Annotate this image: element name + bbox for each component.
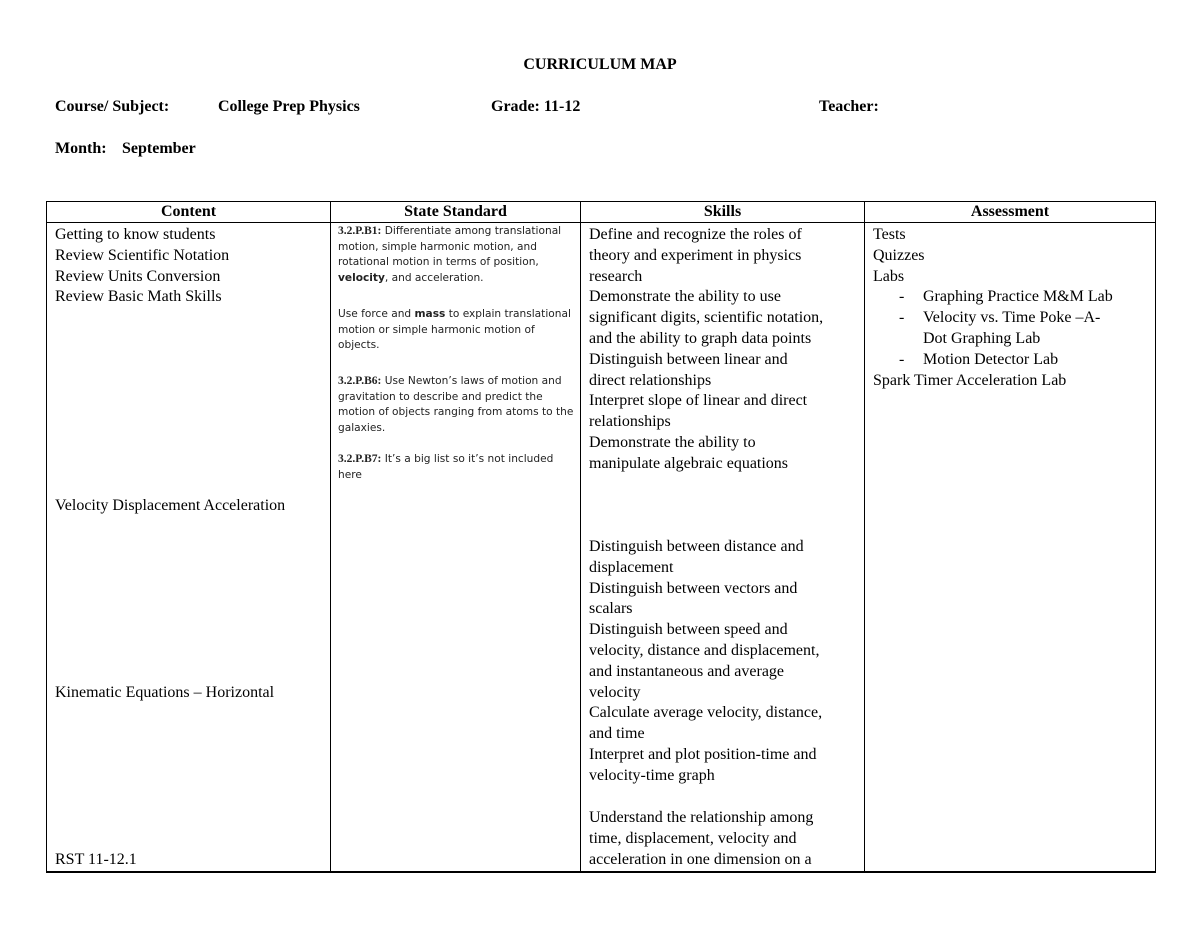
- skill-line: Demonstrate the ability to: [589, 433, 756, 451]
- labs-list: [873, 287, 1151, 370]
- skill-line: theory and experiment in physics: [589, 246, 802, 264]
- teacher-label: Teacher:: [819, 98, 879, 115]
- assessment-cell: [865, 223, 1156, 873]
- skill-line: and the ability to graph data points: [589, 329, 812, 347]
- skill-line: direct relationships: [589, 371, 712, 389]
- skill-line: manipulate algebraic equations: [589, 454, 789, 472]
- skill-line: and instantaneous and average: [589, 662, 785, 680]
- assessment-list: [873, 225, 1151, 391]
- list-dash: -: [899, 288, 905, 306]
- content-item: Velocity Displacement Acceleration: [55, 497, 286, 514]
- table-header-row: [47, 202, 1156, 223]
- month-label: Month:: [55, 140, 107, 157]
- skills-block-1: [589, 225, 860, 475]
- skill-line: acceleration in one dimension on a: [589, 850, 812, 868]
- skill-line: Calculate average velocity, distance,: [589, 704, 823, 722]
- standard-text: Use Newton’s laws of motion and gravitation to describe and predict the motion of objects ranging from atoms to the galaxies.: [338, 375, 574, 434]
- lab-name: Motion Detector Lab: [923, 350, 1059, 368]
- assessment-item: Labs: [873, 267, 905, 285]
- skill-line: Interpret slope of linear and direct: [589, 392, 808, 410]
- standard-b1: [338, 224, 578, 286]
- header-content: Content: [47, 202, 331, 223]
- standard-code: 3.2.P.B1:: [338, 225, 382, 237]
- standard-text: Differentiate among translational motion, simple harmonic motion, and rotational motion in terms of position,: [338, 225, 562, 269]
- content-item: RST 11-12.1: [55, 851, 137, 868]
- skill-line: relationships: [589, 413, 671, 431]
- grade-label: Grade: 11-12: [491, 98, 581, 115]
- standard-cell: [331, 223, 581, 873]
- lab-item: [873, 350, 1151, 371]
- standard-b7: [338, 452, 578, 483]
- skill-line: Distinguish between vectors and: [589, 579, 798, 597]
- standard-force-mass: [338, 307, 578, 354]
- skill-line: significant digits, scientific notation,: [589, 309, 824, 327]
- skill-line: time, displacement, velocity and: [589, 829, 797, 847]
- header-assessment: Assessment: [865, 202, 1156, 223]
- assessment-item: Spark Timer Acceleration Lab: [873, 371, 1067, 389]
- content-cell: [47, 223, 331, 873]
- skill-line: Define and recognize the roles of: [589, 226, 802, 243]
- course-label: Course/ Subject:: [55, 98, 170, 115]
- lab-item: [873, 308, 1151, 350]
- skills-block-3: [589, 808, 860, 870]
- header-skills: Skills: [581, 202, 865, 223]
- standard-text: to explain translational motion or simple harmonic motion of objects.: [338, 308, 571, 352]
- skill-line: and time: [589, 725, 645, 743]
- skill-line: scalars: [589, 600, 633, 618]
- content-item: Review Units Conversion: [55, 267, 221, 285]
- page-title: CURRICULUM MAP: [523, 56, 677, 73]
- lab-item: [873, 287, 1151, 308]
- standard-code: 3.2.P.B6:: [338, 375, 382, 387]
- skills-block-2: [589, 537, 860, 787]
- list-dash: -: [899, 309, 905, 327]
- standard-b6: [338, 374, 578, 436]
- skill-line: research: [589, 267, 643, 285]
- content-group-1: [55, 225, 326, 308]
- header-state-standard: State Standard: [331, 202, 581, 223]
- standard-text: , and acceleration.: [384, 271, 484, 284]
- course-value: College Prep Physics: [218, 98, 360, 115]
- standard-text: Use force and: [338, 308, 412, 320]
- content-item: Kinematic Equations – Horizontal: [55, 684, 275, 701]
- assessment-item: Tests: [873, 226, 906, 243]
- content-item: Getting to know students: [55, 226, 216, 243]
- content-item: Review Scientific Notation: [55, 246, 230, 264]
- skill-line: Distinguish between distance and: [589, 538, 804, 555]
- standard-bold-term: mass: [414, 308, 446, 320]
- table-row: [47, 223, 1156, 873]
- list-dash: -: [899, 350, 905, 368]
- skill-line: velocity-time graph: [589, 766, 715, 784]
- standard-bold-term: velocity: [338, 271, 385, 284]
- lab-name: Graphing Practice M&M Lab: [923, 288, 1113, 306]
- skill-line: displacement: [589, 558, 674, 576]
- skill-line: Understand the relationship among: [589, 809, 814, 826]
- lab-name: Velocity vs. Time Poke –A-: [923, 309, 1101, 327]
- assessment-item: Quizzes: [873, 246, 925, 264]
- skills-cell: [581, 223, 865, 873]
- skill-line: velocity, distance and displacement,: [589, 641, 820, 659]
- lab-name: Dot Graphing Lab: [923, 329, 1041, 347]
- skill-line: Demonstrate the ability to use: [589, 288, 781, 306]
- skill-line: velocity: [589, 683, 641, 701]
- standard-text: It’s a big list so it’s not included here: [338, 453, 554, 481]
- skill-line: Distinguish between linear and: [589, 350, 788, 368]
- skill-line: Distinguish between speed and: [589, 621, 788, 639]
- curriculum-table: [46, 201, 1156, 873]
- month-value: September: [122, 140, 196, 157]
- skill-line: Interpret and plot position-time and: [589, 745, 817, 763]
- content-item: Review Basic Math Skills: [55, 288, 222, 306]
- standard-code: 3.2.P.B7:: [338, 453, 382, 465]
